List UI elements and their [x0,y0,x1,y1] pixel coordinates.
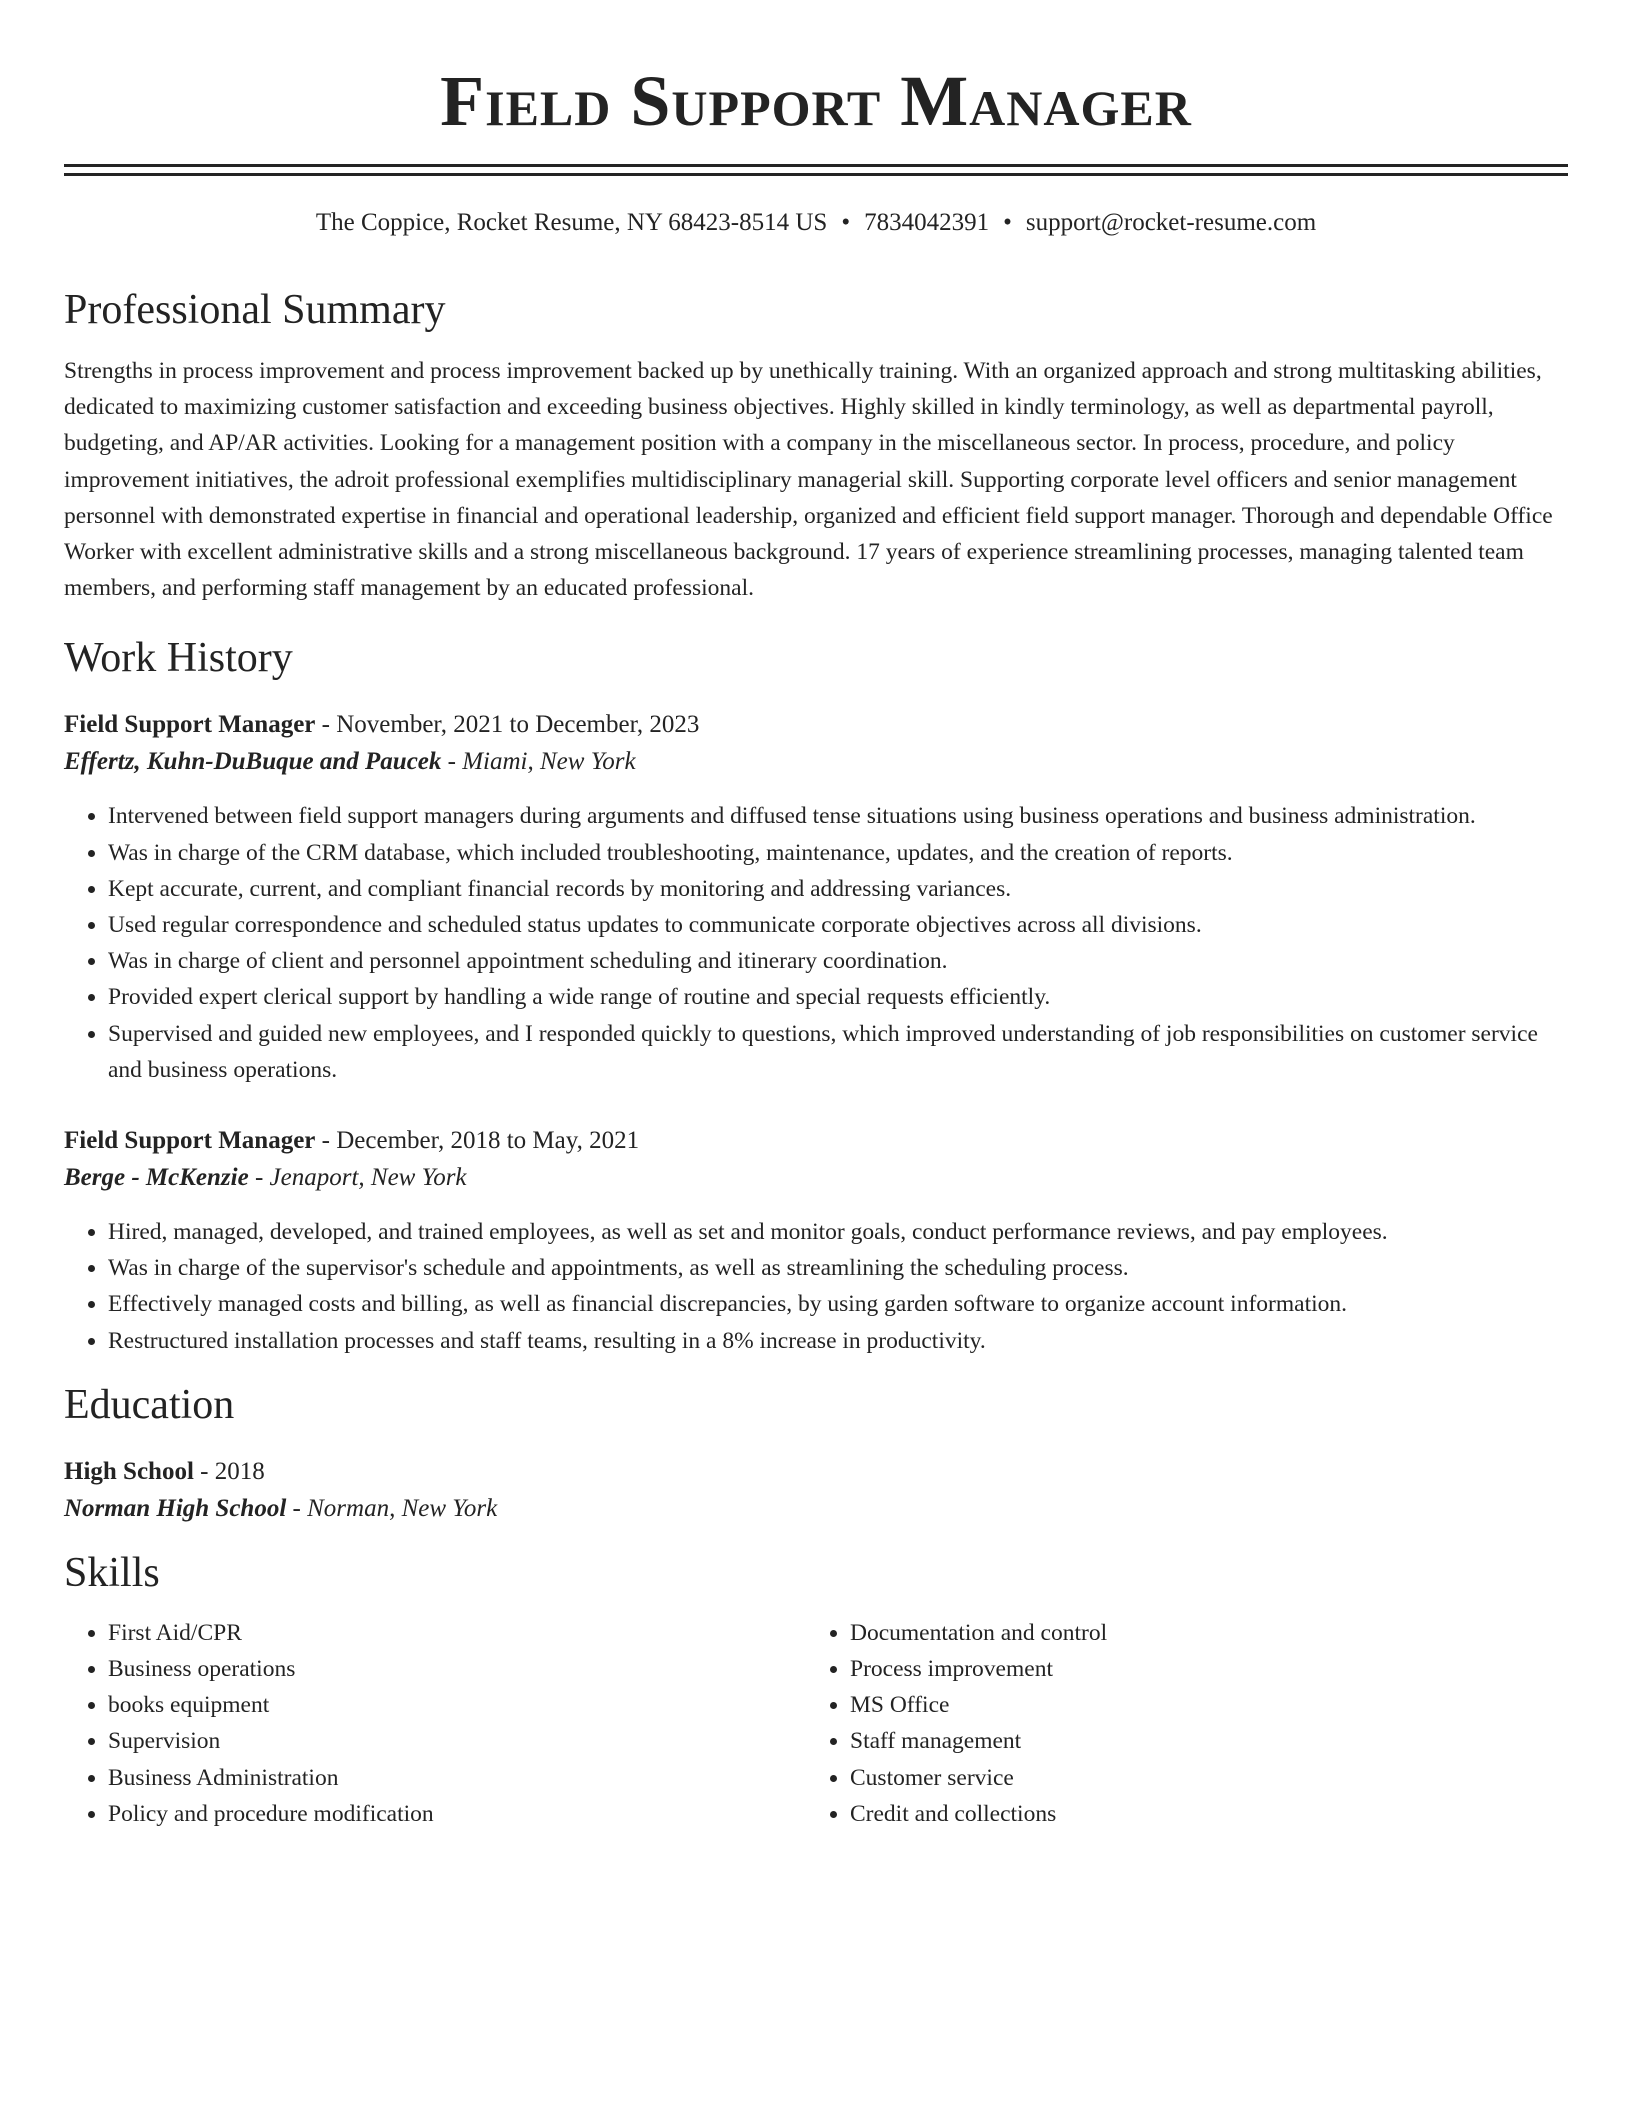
skill-item: • Customer service [850,1760,1548,1796]
skill-item: • Staff management [850,1723,1548,1759]
education-location: - Norman, New York [286,1494,498,1522]
job-bullet: • Restructured installation processes and staff teams, resulting in a 8% increase in productivity. [108,1323,1568,1359]
job-company-line [64,1159,1568,1196]
skills-column-left [64,1615,806,1832]
skills-heading: Skills [64,1549,160,1596]
contact-line [64,206,1568,240]
skills-column-right [806,1615,1548,1832]
skill-item: • Policy and procedure modification [108,1796,806,1832]
education-heading: Education [64,1381,235,1428]
job-bullet: • Intervened between field support managers during arguments and diffused tense situations using business operations and business administration. [108,798,1568,834]
job-company: Berge - McKenzie [64,1164,249,1192]
job-bullets [64,1214,1568,1359]
skills-list [806,1615,1548,1832]
summary-text: Strengths in process improvement and process improvement backed up by unethically training. With an organized approach and strong multitasking abilities, dedicated to maximizing customer satisfaction and exceeding business objectives. Highly skilled in kindly terminology, as well as departmental payroll, budgeting, and AP/AR activities. Looking for a management position with a company in the miscellaneous sector. In process, procedure, and policy improvement initiatives, the adroit professional exemplifies multidisciplinary managerial skill. Supporting corporate level officers and senior management personnel with demonstrated expertise in financial and operational leadership, organized and efficient field support manager. Thorough and dependable Office Worker with excellent administrative skills and a strong miscellaneous background. 17 years of experience streamlining processes, managing talented team members, and performing staff management by an educated professional. [64,358,1553,602]
job-title: Field Support Manager [64,1127,316,1155]
job-location: - Jenaport, New York [248,1164,467,1192]
skill-item: • Supervision [108,1723,806,1759]
contact-email: support@rocket-resume.com [1025,209,1317,236]
header-divider-bottom [64,173,1568,176]
work-history-section [64,632,1568,1358]
skill-item: • MS Office [850,1687,1548,1723]
job-entry [64,1122,1568,1359]
job-bullet: • Effectively managed costs and billing, as well as financial discrepancies, by using garden software to organize account information. [108,1286,1568,1322]
summary-heading: Professional Summary [64,287,446,333]
skills-columns [64,1615,1568,1832]
job-company: Effertz, Kuhn-DuBuque and Paucek [64,748,442,776]
job-dates: - December, 2018 to May, 2021 [315,1127,640,1155]
education-school: Norman High School [64,1494,287,1522]
skills-list [64,1615,806,1832]
contact-address: The Coppice, Rocket Resume, NY 68423-8514 US [315,209,828,236]
job-bullet: • Hired, managed, developed, and trained employees, as well as set and monitor goals, conduct performance reviews, and pay employees. [108,1214,1568,1250]
skill-item: • Process improvement [850,1651,1548,1687]
job-bullet: • Kept accurate, current, and compliant financial records by monitoring and addressing variances. [108,871,1568,907]
job-title: Field Support Manager [64,711,316,739]
summary-section [64,284,1568,606]
job-title-line [64,1122,1568,1159]
job-entry [64,706,1568,1088]
job-dates: - November, 2021 to December, 2023 [315,711,700,739]
skill-item: • Business operations [108,1651,806,1687]
skill-item: • books equipment [108,1687,806,1723]
education-degree-line [64,1453,1568,1490]
job-bullets [64,798,1568,1088]
education-school-line [64,1490,1568,1527]
education-degree: High School [64,1457,194,1485]
contact-phone: 7834042391 [864,209,990,236]
skill-item: • Credit and collections [850,1796,1548,1832]
job-bullet: • Was in charge of the supervisor's schedule and appointments, as well as streamlining the scheduling process. [108,1250,1568,1286]
job-bullet: • Supervised and guided new employees, and I responded quickly to questions, which improved understanding of job responsibilities on customer service and business operations. [108,1016,1568,1088]
header-divider-top [64,164,1568,167]
job-title-line [64,706,1568,743]
education-year: - 2018 [193,1457,265,1485]
contact-separator: • [1003,209,1012,236]
resume-name: Field Support Manager [440,61,1192,141]
contact-separator: • [841,209,851,236]
job-bullet: • Was in charge of the CRM database, which included troubleshooting, maintenance, updates, and the creation of reports. [108,835,1568,871]
job-bullet: • Provided expert clerical support by handling a wide range of routine and special requests efficiently. [108,979,1568,1015]
education-section [64,1379,1568,1527]
job-bullet: • Was in charge of client and personnel appointment scheduling and itinerary coordination. [108,943,1568,979]
skill-item: • Documentation and control [850,1615,1548,1651]
job-location: - Miami, New York [441,748,636,776]
job-bullet: • Used regular correspondence and scheduled status updates to communicate corporate objectives across all divisions. [108,907,1568,943]
skills-section [64,1547,1568,1832]
work-history-heading: Work History [64,635,293,682]
skill-item: • Business Administration [108,1760,806,1796]
job-company-line [64,743,1568,780]
skill-item: • First Aid/CPR [108,1615,806,1651]
